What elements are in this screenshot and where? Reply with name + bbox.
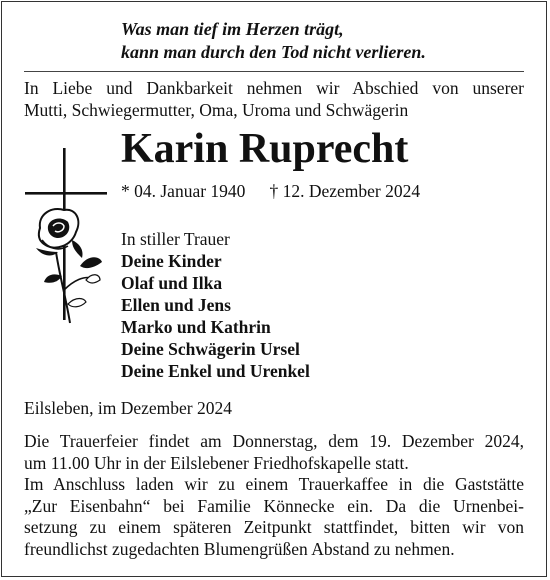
mourners-heading: In stiller Trauer	[121, 229, 230, 249]
notice-line: Im Anschluss laden wir zu einem Trauerkaffee in die Gaststätte	[24, 474, 524, 494]
mourner-name: Ellen und Jens	[121, 295, 231, 315]
divider-rule	[24, 71, 524, 72]
mourner-name: Marko und Kathrin	[121, 317, 271, 337]
intro-text	[24, 77, 524, 121]
mourner-name: Deine Kinder	[121, 251, 222, 271]
notice-line: freundlichst zugedachten Blumengrüßen Abstand zu nehmen.	[24, 538, 455, 559]
mourner-name: Deine Schwägerin Ursel	[121, 339, 300, 359]
intro-line-2: Mutti, Schwiegermutter, Oma, Uroma und Schwägerin	[24, 100, 409, 120]
motto-line-2: kann man durch den Tod nicht verlieren.	[121, 42, 426, 62]
notice-line: setzung zu einem späteren Zeitpunkt stattfindet, bitten wir von	[24, 517, 524, 537]
notice-line: um 11.00 Uhr in der Eilslebener Friedhofskapelle statt.	[24, 452, 409, 473]
mourner-name: Deine Enkel und Urenkel	[121, 361, 310, 381]
notice-line: „Zur Eisenbahn“ bei Familie Könnecke ein. Da die Urnenbei-	[24, 495, 524, 516]
deceased-name: Karin Ruprecht	[121, 126, 409, 172]
death-date: † 12. Dezember 2024	[269, 181, 421, 201]
motto-line-1: Was man tief im Herzen trägt,	[121, 19, 344, 39]
funeral-notice	[24, 431, 524, 560]
mourners-list	[121, 228, 310, 382]
place-date: Eilsleben, im Dezember 2024	[24, 398, 232, 418]
cross-with-rose	[22, 148, 122, 373]
intro-line-1: In Liebe und Dankbarkeit nehmen wir Abschied von unserer	[24, 78, 524, 98]
life-dates	[121, 180, 420, 202]
cross-icon	[22, 148, 122, 373]
mourner-name: Olaf und Ilka	[121, 273, 223, 293]
birth-date: * 04. Januar 1940	[121, 181, 246, 201]
rose-icon	[36, 209, 102, 323]
notice-line: Die Trauerfeier findet am Donnerstag, dem 19. Dezember 2024,	[24, 431, 524, 451]
motto-quote	[121, 18, 426, 64]
